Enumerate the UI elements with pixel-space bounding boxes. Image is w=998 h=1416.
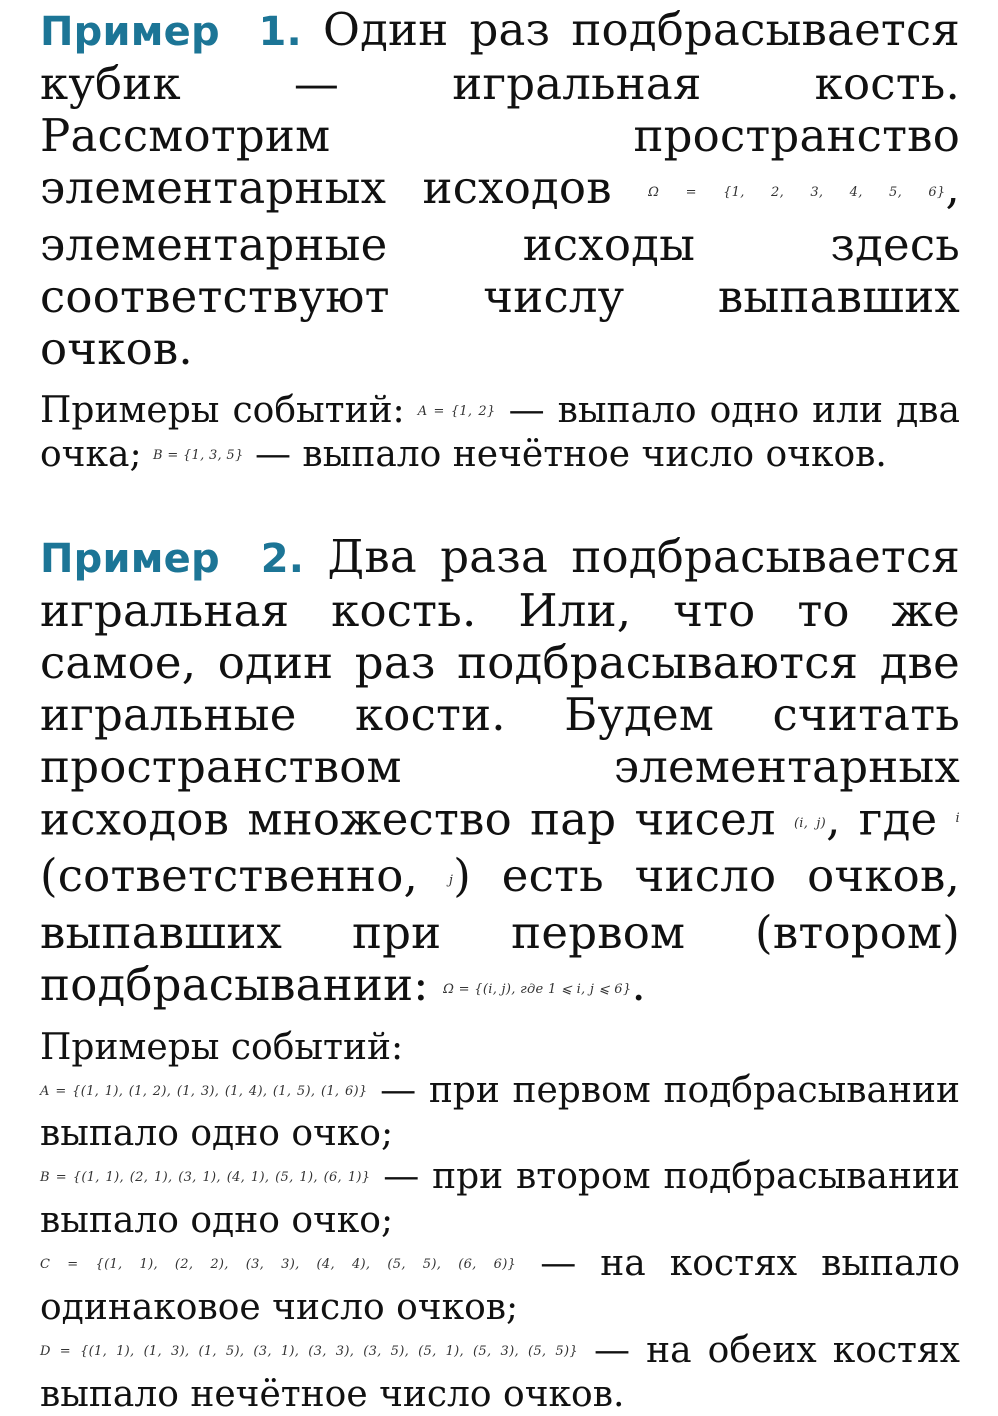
example-1-events-intro: Примеры событий: <box>40 389 405 431</box>
example-2-events-intro: Примеры событий: <box>40 1026 404 1068</box>
example-2-text-d: ) есть число очков, выпавших при первом (втором) подбрасывании: <box>40 848 960 1011</box>
example-2-text-b: , где <box>826 791 938 845</box>
example-1-heading: Пример 1. <box>40 9 302 55</box>
example-2-heading: Пример 2. <box>40 535 305 582</box>
example-2-event-a-text: — при первом подбрасывании выпало одно очко; <box>40 1069 960 1155</box>
example-2-event-c-formula: C = {(1, 1), (2, 2), (3, 3), (4, 4), (5, 5), (6, 6)} <box>40 1257 517 1273</box>
example-1-text-a: Один раз подбрасывается кубик — игральная кость. Рассмотрим пространство элементарных исходов <box>40 3 960 214</box>
example-2-var-i: i <box>955 810 961 826</box>
example-2-event-a-formula: A = {(1, 1), (1, 2), (1, 3), (1, 4), (1, 5), (1, 6)} <box>40 1083 368 1099</box>
example-2-event-d-formula: D = {(1, 1), (1, 3), (1, 5), (3, 1), (3, 3), (3, 5), (5, 1), (5, 3), (5, 5)} <box>40 1343 578 1359</box>
example-2-event-b-text: — при втором подбрасывании выпало одно очко; <box>40 1156 960 1242</box>
article-body <box>40 4 960 1416</box>
example-2-paragraph <box>40 531 960 1016</box>
example-2-omega-formula: Ω = {(i, j), где 1 ⩽ i, j ⩽ 6} <box>443 981 632 997</box>
example-2-events <box>40 1026 960 1416</box>
example-1-text-b: , элементарные исходы здесь соответствуют числу выпавших очков. <box>40 161 960 375</box>
example-2-pair-formula: (i, j) <box>793 815 827 831</box>
example-1-event-b-formula: B = {1, 3, 5} <box>153 447 244 463</box>
example-2-event-d-text: — на обеих костях выпало нечётное число очков. <box>40 1330 960 1415</box>
example-2-text-e: . <box>631 957 646 1011</box>
example-2-var-j: j <box>448 872 454 888</box>
example-2-text-c: (сответственно, <box>40 848 419 902</box>
example-2-text-a: Два раза подбрасывается игральная кость. Или, что то же самое, один раз подбрасываются две игральные кости. Будем считать пространством элементарных исходов множество пар чисел <box>40 529 960 845</box>
example-1-omega-formula: Ω = {1, 2, 3, 4, 5, 6} <box>648 184 946 200</box>
example-1-paragraph <box>40 4 960 375</box>
example-1-event-a-text: — выпало одно или два очка; <box>40 389 960 475</box>
example-2-event-c-text: — на костях выпало одинаковое число очков; <box>40 1243 960 1329</box>
example-1-event-b-text: — выпало нечётное число очков. <box>254 433 887 475</box>
example-1-events <box>40 389 960 477</box>
example-2-event-b-formula: B = {(1, 1), (2, 1), (3, 1), (4, 1), (5, 1), (6, 1)} <box>40 1170 371 1186</box>
example-1-event-a-formula: A = {1, 2} <box>417 403 496 419</box>
